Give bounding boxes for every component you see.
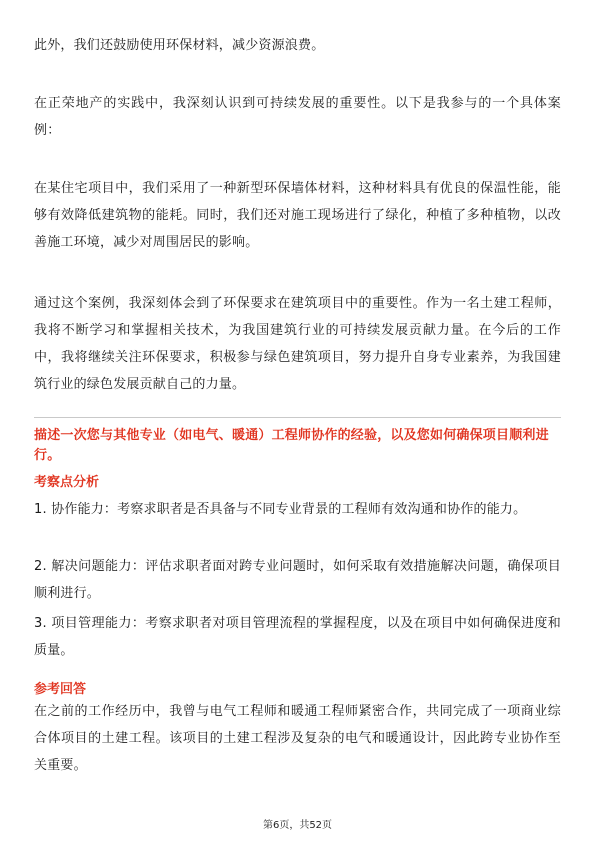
paragraph-case-study: 在某住宅项目中，我们采用了一种新型环保墙体材料，这种材料具有优良的保温性能，能够有效降低建筑物的能耗。同时，我们还对施工现场进行了绿化，种植了多种植物，以改善施工环境，减少对周围居民的影响。	[34, 181, 561, 250]
analysis-heading: 考察点分析	[34, 475, 100, 490]
answer-text: 在之前的工作经历中，我曾与电气工程师和暖通工程师紧密合作，共同完成了一项商业综合体项目的土建工程。该项目的土建工程涉及复杂的电气和暖通设计，因此跨专业协作至关重要。	[34, 704, 561, 773]
section-divider	[34, 417, 561, 418]
analysis-point-2: 2. 解决问题能力：评估求职者面对跨专业问题时，如何采取有效措施解决问题，确保项目顺利进行。	[34, 559, 561, 601]
interview-question: 描述一次您与其他专业（如电气、暖通）工程师协作的经验，以及您如何确保项目顺利进行。	[34, 428, 549, 463]
page-number: 第6页，共52页	[262, 820, 333, 831]
paragraph-eco-materials: 此外，我们还鼓励使用环保材料，减少资源浪费。	[34, 38, 325, 53]
answer-heading: 参考回答	[34, 682, 87, 697]
paragraph-conclusion: 通过这个案例，我深刻体会到了环保要求在建筑项目中的重要性。作为一名土建工程师，我将不断学习和掌握相关技术，为我国建筑行业的可持续发展贡献力量。在今后的工作中，我将继续关注环保要求，积极参与绿色建筑项目，努力提升自身专业素养，为我国建筑行业的绿色发展贡献自己的力量。	[34, 296, 561, 392]
paragraph-sustainability-intro: 在正荣地产的实践中，我深刻认识到可持续发展的重要性。以下是我参与的一个具体案例：	[34, 96, 561, 138]
analysis-point-1: 1. 协作能力：考察求职者是否具备与不同专业背景的工程师有效沟通和协作的能力。	[34, 502, 527, 517]
analysis-point-3: 3. 项目管理能力：考察求职者对项目管理流程的掌握程度，以及在项目中如何确保进度和质量。	[34, 616, 561, 658]
